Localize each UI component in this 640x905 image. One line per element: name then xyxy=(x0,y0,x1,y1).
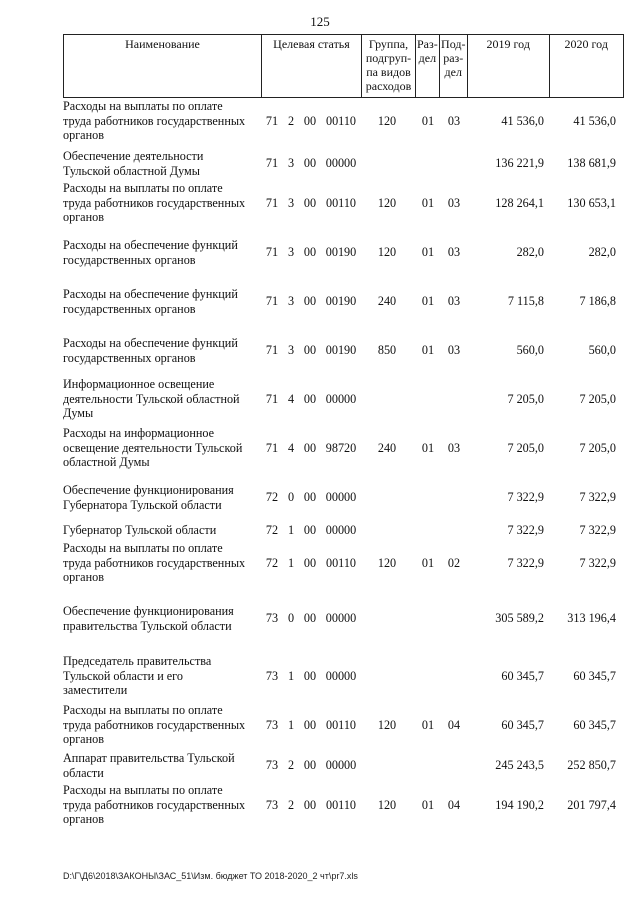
target-subprogram: 3 xyxy=(287,294,295,309)
target-main-event: 00 xyxy=(303,717,317,732)
amount-2019: 245 243,5 xyxy=(495,758,544,773)
target-subprogram: 3 xyxy=(287,195,295,210)
target-main-event: 00 xyxy=(303,391,317,406)
target-direction: 00110 xyxy=(325,113,357,128)
amount-2020: 560,0 xyxy=(588,343,616,358)
amount-2020: 201 797,4 xyxy=(567,797,616,812)
row-name: Расходы на выплаты по оплате труда работников государственных органов xyxy=(63,181,246,225)
expense-group: 120 xyxy=(377,555,397,570)
amount-2019: 7 205,0 xyxy=(507,391,544,406)
target-main-event: 00 xyxy=(303,611,317,626)
subsection-code: 03 xyxy=(447,113,461,128)
row-name: Расходы на информационное освещение деятельности Тульской областной Думы xyxy=(63,426,243,470)
subsection-code: 03 xyxy=(447,440,461,455)
amount-2020: 41 536,0 xyxy=(573,113,616,128)
target-direction: 00000 xyxy=(325,611,357,626)
target-direction: 00000 xyxy=(325,490,357,505)
amount-2020: 7 205,0 xyxy=(579,440,616,455)
amount-2019: 7 322,9 xyxy=(507,555,544,570)
target-program: 72 xyxy=(265,490,279,505)
target-program: 71 xyxy=(265,391,279,406)
expense-group: 120 xyxy=(377,797,397,812)
subsection-code: 03 xyxy=(447,343,461,358)
target-main-event: 00 xyxy=(303,668,317,683)
expense-group: 120 xyxy=(377,113,397,128)
target-subprogram: 1 xyxy=(287,668,295,683)
target-direction: 98720 xyxy=(325,440,357,455)
subsection-code: 03 xyxy=(447,294,461,309)
target-direction: 00190 xyxy=(325,294,357,309)
target-program: 73 xyxy=(265,717,279,732)
target-main-event: 00 xyxy=(303,343,317,358)
expense-group: 120 xyxy=(377,245,397,260)
header-year-2019: 2019 год xyxy=(467,35,549,98)
amount-2019: 128 264,1 xyxy=(495,195,544,210)
target-main-event: 00 xyxy=(303,758,317,773)
target-main-event: 00 xyxy=(303,555,317,570)
amount-2019: 60 345,7 xyxy=(501,717,544,732)
amount-2020: 252 850,7 xyxy=(567,758,616,773)
target-main-event: 00 xyxy=(303,113,317,128)
target-program: 71 xyxy=(265,440,279,455)
target-program: 71 xyxy=(265,156,279,171)
target-subprogram: 2 xyxy=(287,758,295,773)
header-subsection: Под- раз- дел xyxy=(439,35,467,98)
amount-2019: 7 115,8 xyxy=(507,294,544,309)
expense-group: 120 xyxy=(377,717,397,732)
section-code: 01 xyxy=(421,113,435,128)
row-name: Аппарат правительства Тульской области xyxy=(63,751,235,780)
row-name: Председатель правительства Тульской области и его заместители xyxy=(63,654,212,698)
target-main-event: 00 xyxy=(303,156,317,171)
target-subprogram: 1 xyxy=(287,555,295,570)
target-subprogram: 2 xyxy=(287,113,295,128)
target-main-event: 00 xyxy=(303,490,317,505)
amount-2019: 7 322,9 xyxy=(507,523,544,537)
target-program: 73 xyxy=(265,758,279,773)
target-program: 73 xyxy=(265,668,279,683)
section-code: 01 xyxy=(421,343,435,358)
target-direction: 00190 xyxy=(325,343,357,358)
header-year-2020: 2020 год xyxy=(549,35,623,98)
target-program: 73 xyxy=(265,611,279,626)
target-program: 71 xyxy=(265,294,279,309)
amount-2020: 7 322,9 xyxy=(579,555,616,570)
target-main-event: 00 xyxy=(303,523,317,537)
amount-2020: 60 345,7 xyxy=(573,717,616,732)
row-name: Обеспечение функционирования Губернатора Тульской области xyxy=(63,483,234,512)
file-path-footer: D:\Г\Д6\2018\ЗАКОНЫ\ЗАС_51\Изм. бюджет ТО 2018-2020_2 чт\pr7.xls xyxy=(63,871,358,881)
subsection-code: 02 xyxy=(447,555,461,570)
target-program: 73 xyxy=(265,797,279,812)
amount-2020: 7 322,9 xyxy=(579,523,616,537)
target-main-event: 00 xyxy=(303,245,317,260)
header-section: Раз- дел xyxy=(416,35,440,98)
amount-2019: 7 322,9 xyxy=(507,490,544,505)
row-name: Обеспечение функционирования правительства Тульской области xyxy=(63,604,234,633)
expense-group: 240 xyxy=(377,440,397,455)
target-subprogram: 1 xyxy=(287,523,295,537)
target-program: 71 xyxy=(265,195,279,210)
row-name: Расходы на обеспечение функций государственных органов xyxy=(63,287,238,316)
target-subprogram: 3 xyxy=(287,245,295,260)
amount-2020: 138 681,9 xyxy=(567,156,616,171)
amount-2020: 7 205,0 xyxy=(579,391,616,406)
amount-2019: 560,0 xyxy=(516,343,544,358)
target-main-event: 00 xyxy=(303,294,317,309)
amount-2019: 60 345,7 xyxy=(501,668,544,683)
amount-2020: 313 196,4 xyxy=(567,611,616,626)
target-direction: 00000 xyxy=(325,523,357,537)
row-name: Расходы на выплаты по оплате труда работников государственных органов xyxy=(63,99,246,143)
target-main-event: 00 xyxy=(303,440,317,455)
amount-2019: 194 190,2 xyxy=(495,797,544,812)
row-name: Расходы на выплаты по оплате труда работников государственных органов xyxy=(63,703,246,747)
section-code: 01 xyxy=(421,555,435,570)
row-name: Расходы на выплаты по оплате труда работников государственных органов xyxy=(63,541,246,585)
target-direction: 00000 xyxy=(325,391,357,406)
amount-2019: 305 589,2 xyxy=(495,611,544,626)
expense-group: 120 xyxy=(377,195,397,210)
target-direction: 00110 xyxy=(325,195,357,210)
amount-2019: 7 205,0 xyxy=(507,440,544,455)
header-target-article: Целевая статья xyxy=(262,35,362,98)
target-direction: 00110 xyxy=(325,555,357,570)
subsection-code: 03 xyxy=(447,195,461,210)
target-direction: 00110 xyxy=(325,717,357,732)
row-name: Расходы на обеспечение функций государственных органов xyxy=(63,336,238,365)
section-code: 01 xyxy=(421,440,435,455)
expense-group: 850 xyxy=(377,343,397,358)
target-direction: 00110 xyxy=(325,797,357,812)
amount-2020: 7 186,8 xyxy=(579,294,616,309)
target-subprogram: 2 xyxy=(287,797,295,812)
target-direction: 00190 xyxy=(325,245,357,260)
target-subprogram: 3 xyxy=(287,156,295,171)
target-program: 72 xyxy=(265,523,279,537)
target-program: 71 xyxy=(265,113,279,128)
row-name: Информационное освещение деятельности Тульской областной Думы xyxy=(63,377,240,421)
page-number: 125 xyxy=(310,14,330,29)
target-direction: 00000 xyxy=(325,156,357,171)
header-expense-group: Группа, подгруп- па видов расходов xyxy=(362,35,416,98)
subsection-code: 04 xyxy=(447,717,461,732)
section-code: 01 xyxy=(421,294,435,309)
expense-group: 240 xyxy=(377,294,397,309)
target-subprogram: 4 xyxy=(287,391,295,406)
target-subprogram: 0 xyxy=(287,490,295,505)
target-program: 72 xyxy=(265,555,279,570)
target-main-event: 00 xyxy=(303,797,317,812)
row-name: Расходы на обеспечение функций государственных органов xyxy=(63,238,238,267)
target-subprogram: 3 xyxy=(287,343,295,358)
target-subprogram: 1 xyxy=(287,717,295,732)
header-name: Наименование xyxy=(64,35,262,98)
row-name: Расходы на выплаты по оплате труда работников государственных органов xyxy=(63,783,246,827)
target-subprogram: 0 xyxy=(287,611,295,626)
amount-2020: 60 345,7 xyxy=(573,668,616,683)
subsection-code: 04 xyxy=(447,797,461,812)
target-direction: 00000 xyxy=(325,758,357,773)
target-program: 71 xyxy=(265,343,279,358)
section-code: 01 xyxy=(421,717,435,732)
row-name: Губернатор Тульской области xyxy=(63,523,217,537)
amount-2019: 282,0 xyxy=(516,245,544,260)
amount-2020: 7 322,9 xyxy=(579,490,616,505)
amount-2020: 282,0 xyxy=(588,245,616,260)
section-code: 01 xyxy=(421,797,435,812)
section-code: 01 xyxy=(421,195,435,210)
subsection-code: 03 xyxy=(447,245,461,260)
amount-2019: 41 536,0 xyxy=(501,113,544,128)
row-name: Обеспечение деятельности Тульской областной Думы xyxy=(63,149,204,178)
target-subprogram: 4 xyxy=(287,440,295,455)
target-program: 71 xyxy=(265,245,279,260)
section-code: 01 xyxy=(421,245,435,260)
target-main-event: 00 xyxy=(303,195,317,210)
amount-2020: 130 653,1 xyxy=(567,195,616,210)
amount-2019: 136 221,9 xyxy=(495,156,544,171)
target-direction: 00000 xyxy=(325,668,357,683)
